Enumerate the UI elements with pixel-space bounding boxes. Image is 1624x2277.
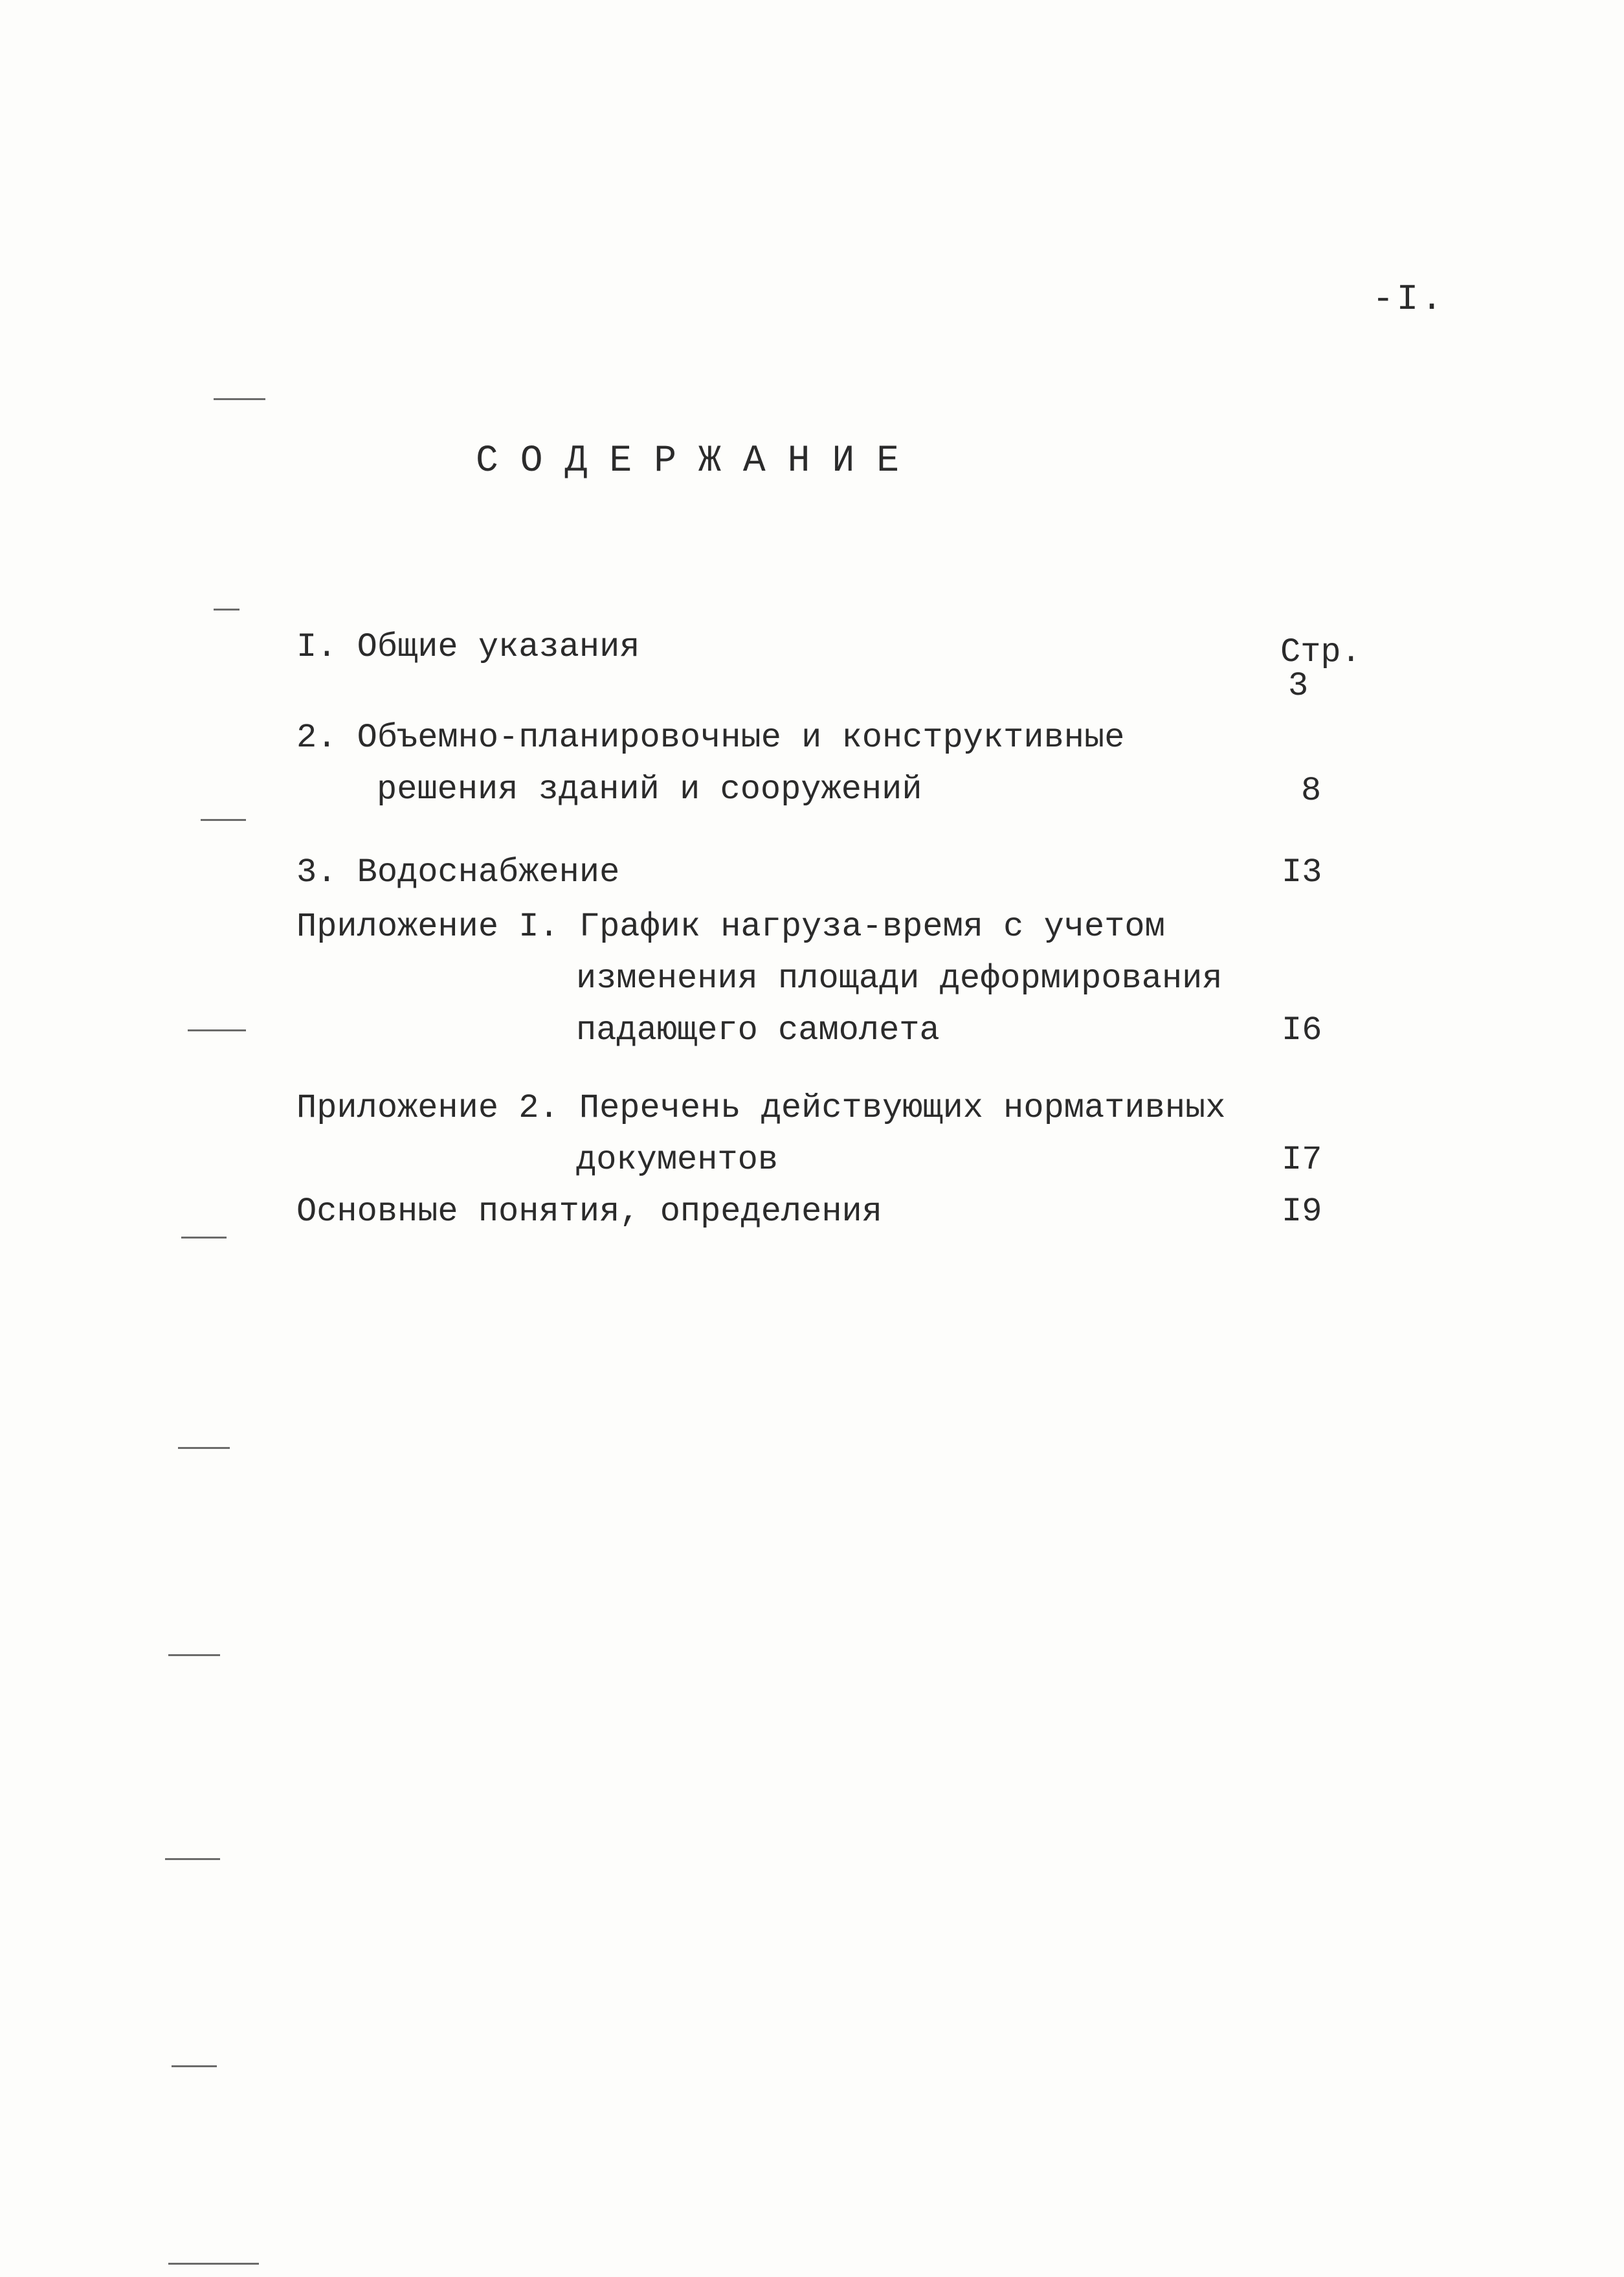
toc-entry-2-line-2: решения зданий и сооружений — [377, 770, 922, 809]
binding-mark — [178, 1447, 230, 1449]
toc-entry-4-line-3: падающего самолета — [576, 1011, 940, 1049]
toc-entry-1-page: 3 — [1288, 667, 1309, 705]
binding-mark — [172, 2065, 217, 2067]
toc-entry-2-page: 8 — [1301, 772, 1322, 810]
binding-mark — [165, 1858, 220, 1860]
binding-mark — [188, 1029, 246, 1031]
toc-entry-5-line-2: документов — [576, 1141, 779, 1179]
toc-entry-6-line-1: Основные понятия, определения — [296, 1193, 882, 1231]
toc-entry-4-line-1: Приложение I. График нагруза-время с учетом — [296, 908, 1165, 946]
toc-entry-3-page: I3 — [1282, 853, 1322, 892]
page-column-label: Стр. — [1280, 633, 1361, 671]
page-number: -I. — [1372, 278, 1445, 320]
binding-mark — [214, 609, 239, 611]
binding-mark — [201, 819, 246, 821]
binding-mark — [181, 1237, 227, 1239]
binding-mark — [168, 2263, 259, 2265]
toc-entry-2-line-1: 2. Объемно-планировочные и конструктивные — [296, 719, 1125, 757]
binding-mark — [168, 1654, 220, 1656]
toc-entry-5-line-1: Приложение 2. Перечень действующих нормативных — [296, 1089, 1226, 1127]
toc-entry-5-page: I7 — [1282, 1141, 1322, 1179]
toc-entry-4-line-2: изменения площади деформирования — [576, 959, 1223, 998]
toc-entry-1-line-1: I. Общие указания — [296, 628, 640, 666]
toc-entry-6-page: I9 — [1282, 1193, 1322, 1231]
toc-entry-4-page: I6 — [1282, 1011, 1322, 1049]
binding-mark — [214, 398, 265, 400]
toc-entry-3-line-1: 3. Водоснабжение — [296, 853, 620, 892]
page-title: СОДЕРЖАНИЕ — [476, 440, 922, 482]
